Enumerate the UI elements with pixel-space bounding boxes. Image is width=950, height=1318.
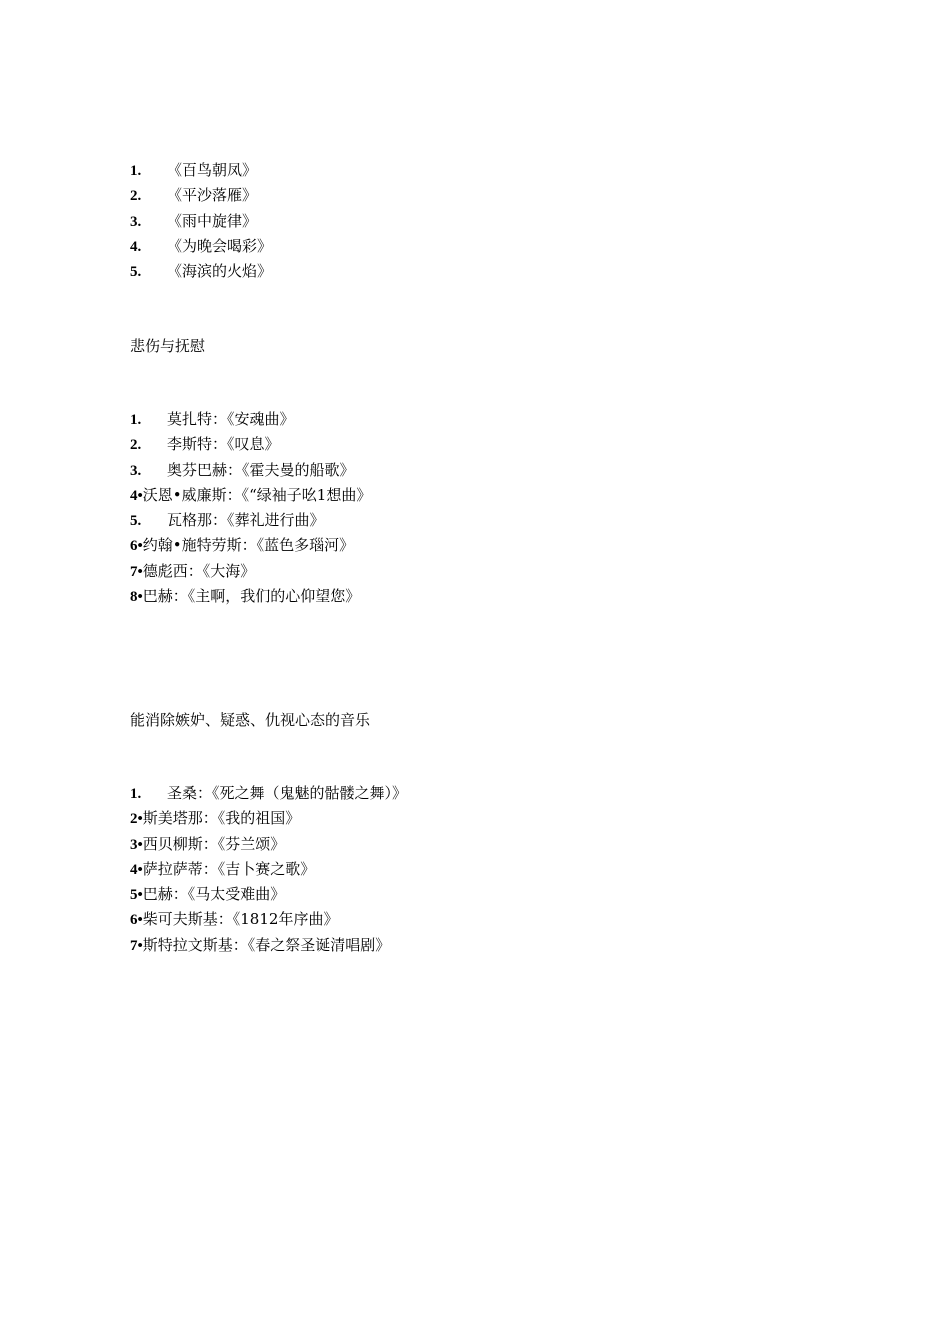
list-item [130, 781, 407, 806]
list-item-text: 斯美塔那：《我的祖国》 [142, 809, 301, 828]
list-item-text: 《海滨的火焰》 [167, 262, 273, 281]
list-item-text: 《为晚会喝彩》 [167, 236, 273, 255]
list-item-text: 圣桑：《死之舞（鬼魅的骷髅之舞）》 [167, 784, 408, 802]
list-item-number: 8• [130, 589, 143, 606]
list-item-number: 3. [130, 462, 142, 479]
list-item [130, 584, 371, 609]
list-item-number: 3• [130, 836, 143, 853]
list-item [130, 806, 407, 831]
list-item [130, 933, 407, 958]
music-list-3 [130, 781, 407, 958]
list-item-text: 斯特拉文斯基：《春之祭圣诞清唱剧》 [142, 935, 391, 954]
list-item-number: 3. [130, 213, 142, 230]
list-item [130, 882, 407, 907]
list-item-text: 萨拉萨蒂：《吉卜赛之歌》 [142, 859, 316, 878]
list-item-number: 7• [130, 937, 143, 954]
list-item [130, 559, 371, 584]
list-item-text: 柴可夫斯基：《1812年序曲》 [142, 910, 339, 929]
list-item [130, 832, 407, 857]
list-item-number: 6• [130, 538, 143, 555]
list-item-text: 莫扎特：《安魂曲》 [167, 410, 295, 428]
list-item [130, 483, 371, 508]
list-item-number: 5. [130, 513, 142, 530]
list-item-text: 《雨中旋律》 [167, 211, 258, 230]
section-heading-sorrow: 悲伤与抚慰 [130, 337, 206, 355]
list-item-number: 1. [130, 412, 142, 428]
list-item-text: 沃恩•威廉斯：《“绿袖子吆1想曲》 [142, 485, 372, 504]
list-item [130, 234, 272, 259]
list-item-text: 奥芬巴赫：《霍夫曼的船歌》 [167, 460, 355, 479]
list-item-text: 西贝柳斯：《芬兰颂》 [142, 834, 286, 853]
music-list-2 [130, 407, 371, 609]
list-item [130, 907, 407, 932]
section-heading-jealousy: 能消除嫉妒、疑惑、仇视心态的音乐 [130, 711, 371, 729]
list-item-text: 巴赫：《主啊，我们的心仰望您》 [142, 587, 361, 606]
list-item-text: 李斯特：《叹息》 [167, 435, 280, 454]
list-item-text: 德彪西：《大海》 [142, 561, 256, 580]
list-item [130, 158, 272, 183]
list-item [130, 407, 371, 432]
list-item-number: 6• [130, 912, 143, 929]
list-item-number: 1. [130, 163, 142, 179]
list-item-number: 4. [130, 238, 142, 255]
list-item-number: 2• [130, 811, 143, 828]
list-item-text: 《百鸟朝凤》 [167, 161, 258, 179]
list-item [130, 259, 272, 284]
music-list-1 [130, 158, 272, 284]
list-item-number: 5• [130, 887, 143, 904]
list-item-number: 4• [130, 487, 143, 504]
list-item [130, 508, 371, 533]
list-item-number: 5. [130, 264, 142, 281]
list-item-number: 4• [130, 861, 143, 878]
list-item-number: 2. [130, 437, 142, 454]
list-item-text: 《平沙落雁》 [167, 186, 258, 205]
list-item-number: 1. [130, 786, 142, 802]
list-item-text: 瓦格那：《葬礼进行曲》 [167, 511, 325, 530]
list-item-number: 2. [130, 188, 142, 205]
list-item [130, 857, 407, 882]
list-item [130, 209, 272, 234]
list-item [130, 183, 272, 208]
list-item [130, 533, 371, 558]
list-item-number: 7• [130, 563, 143, 580]
list-item-text: 巴赫：《马太受难曲》 [142, 885, 286, 904]
list-item [130, 458, 371, 483]
list-item [130, 432, 371, 457]
list-item-text: 约翰•施特劳斯：《蓝色多瑙河》 [142, 536, 355, 555]
